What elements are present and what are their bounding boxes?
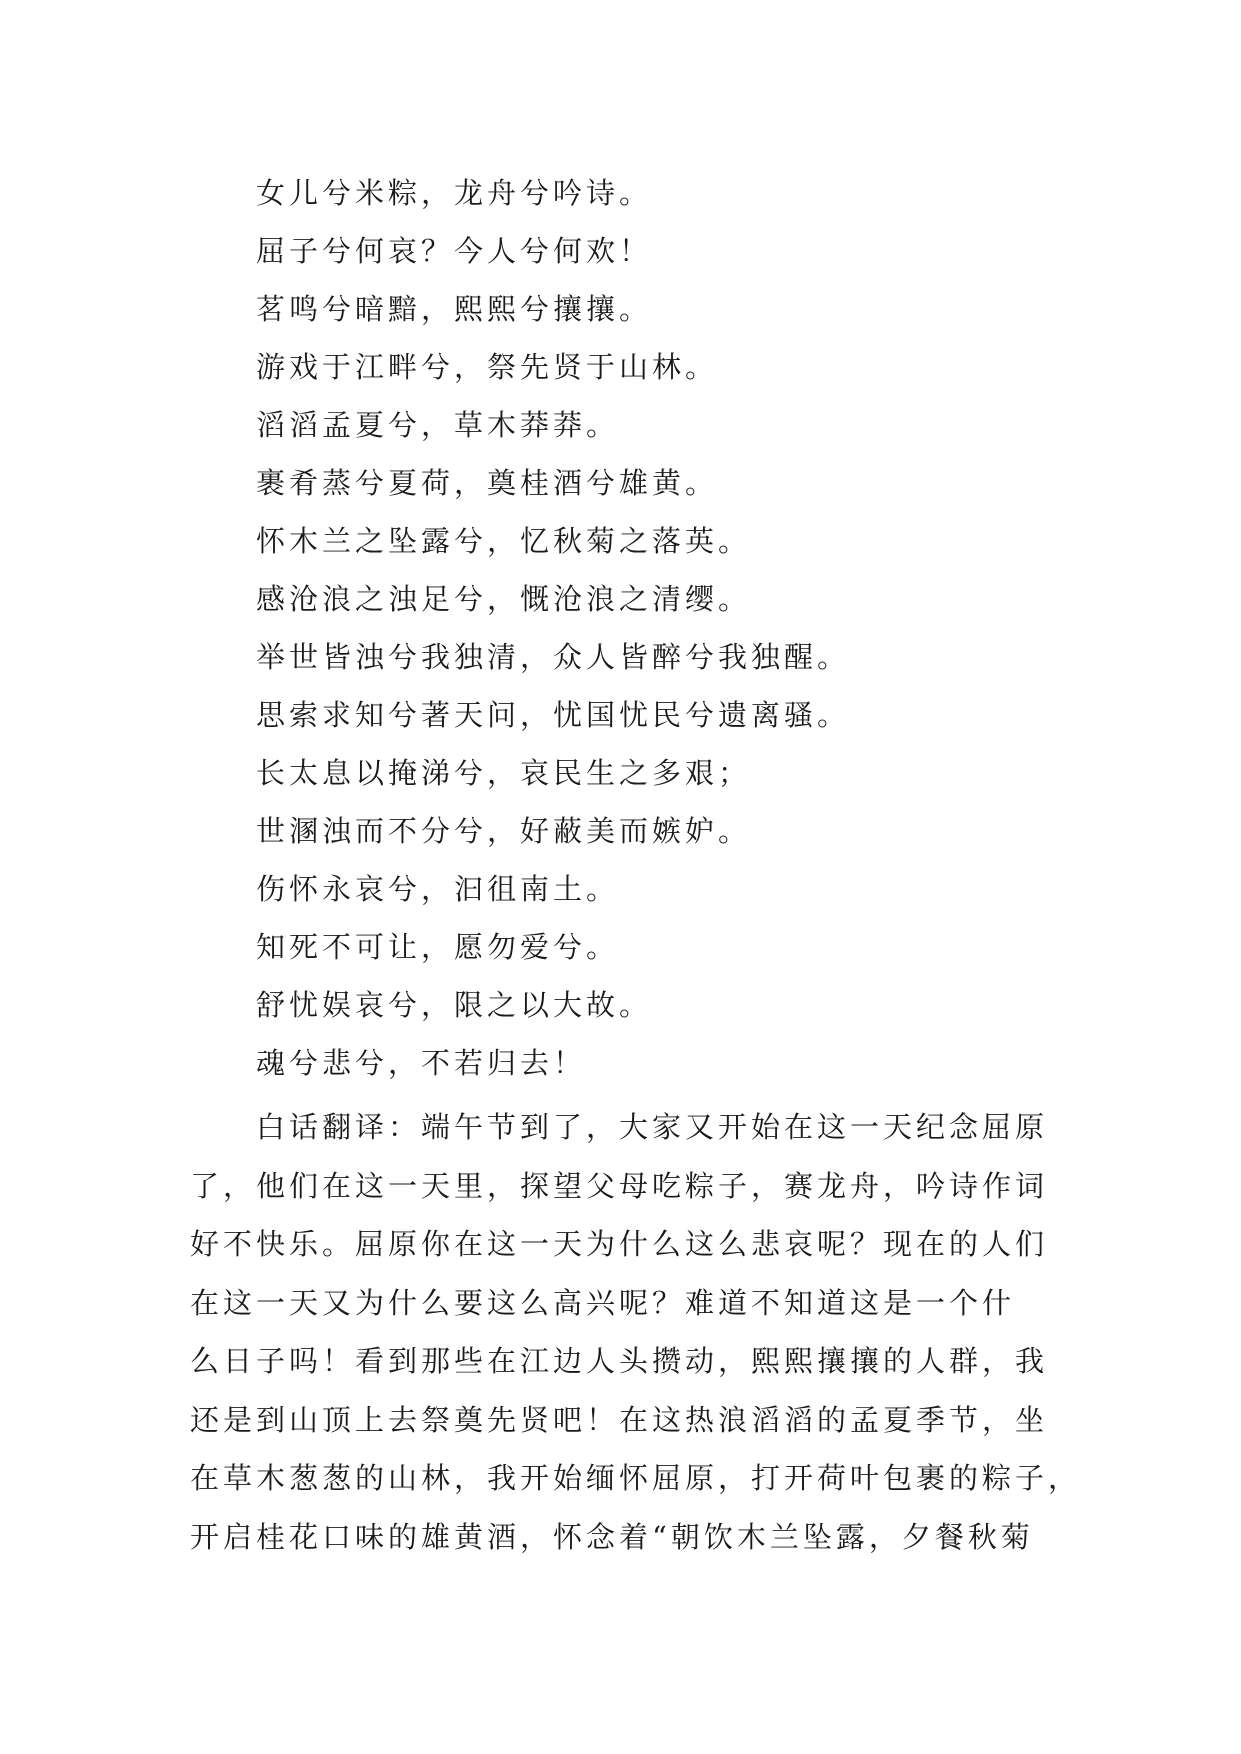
translation-line: 白话翻译：端午节到了，大家又开始在这一天纪念屈原 xyxy=(256,1110,1049,1144)
poem-line: 屈子兮何哀？今人兮何欢！ xyxy=(256,234,653,268)
poem-line: 滔滔孟夏兮，草木莽莽。 xyxy=(256,408,620,442)
poem-line: 长太息以掩涕兮，哀民生之多艰； xyxy=(256,756,752,790)
poem-line: 魂兮悲兮，不若归去！ xyxy=(256,1046,587,1080)
poem-line: 思索求知兮著天问，忧国忧民兮遗离骚。 xyxy=(256,698,851,732)
translation-line: 么日子吗！看到那些在江边人头攒动，熙熙攘攘的人群，我 xyxy=(190,1344,1049,1378)
translation-line: 在这一天又为什么要这么高兴呢？难道不知道这是一个什 xyxy=(190,1285,1016,1320)
poem-line: 伤怀永哀兮，汩徂南土。 xyxy=(256,872,620,906)
translation-line: 开启桂花口味的雄黄酒，怀念着“朝饮木兰坠露，夕餐秋菊 xyxy=(190,1519,1034,1554)
translation-line: 在草木葱葱的山林，我开始缅怀屈原，打开荷叶包裹的粽子， xyxy=(190,1461,1082,1495)
poem-line: 怀木兰之坠露兮，忆秋菊之落英。 xyxy=(256,524,752,558)
translation-line: 还是到山顶上去祭奠先贤吧！在这热浪滔滔的孟夏季节，坐 xyxy=(190,1402,1049,1437)
translation-line: 好不快乐。屈原你在这一天为什么这么悲哀呢？现在的人们 xyxy=(190,1227,1049,1261)
poem-line: 感沧浪之浊足兮，慨沧浪之清缨。 xyxy=(256,582,752,616)
poem-line: 知死不可让，愿勿爱兮。 xyxy=(256,930,620,964)
poem-line: 舒忧娱哀兮，限之以大故。 xyxy=(256,988,653,1022)
poem-line: 裹肴蒸兮夏荷，奠桂酒兮雄黄。 xyxy=(256,466,719,500)
poem-line: 举世皆浊兮我独清，众人皆醉兮我独醒。 xyxy=(256,640,851,674)
translation-paragraph xyxy=(190,1098,1082,1566)
poem-line: 茗鸣兮暗黯，熙熙兮攘攘。 xyxy=(256,292,653,326)
translation-line: 了，他们在这一天里，探望父母吃粽子，赛龙舟，吟诗作词 xyxy=(190,1168,1049,1203)
poem-section xyxy=(256,164,1076,1092)
poem-line: 游戏于江畔兮，祭先贤于山林。 xyxy=(256,350,719,384)
poem-line: 女儿兮米粽，龙舟兮吟诗。 xyxy=(256,176,653,210)
poem-line: 世溷浊而不分兮，好蔽美而嫉妒。 xyxy=(256,814,752,848)
